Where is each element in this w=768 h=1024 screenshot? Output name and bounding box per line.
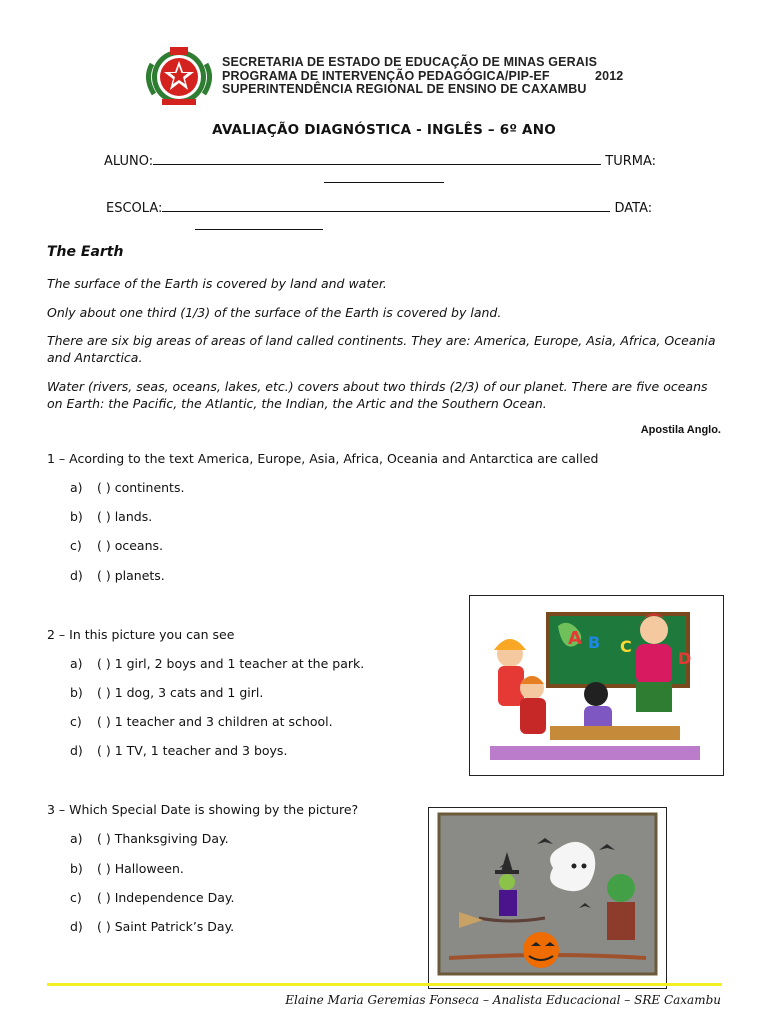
option-text: ( ) planets.	[97, 568, 165, 583]
option-text: ( ) 1 girl, 2 boys and 1 teacher at the park.	[97, 656, 365, 671]
header-year: 2012	[595, 69, 624, 83]
school-letter-d: D	[678, 649, 692, 668]
reading-source: Apostila Anglo.	[640, 424, 721, 436]
option-letter: d)	[70, 919, 83, 934]
school-letter-c: C	[620, 637, 632, 656]
question-3: 3 – Which Special Date is showing by the picture?	[47, 802, 359, 817]
option-text: ( ) Halloween.	[97, 861, 184, 876]
school-letter-a: A	[568, 628, 582, 649]
option-q2-d[interactable]	[70, 743, 287, 758]
aluno-row	[104, 152, 656, 169]
reading-paragraph: Only about one third (1/3) of the surface of the Earth is covered by land.	[47, 305, 502, 320]
reading-paragraph: There are six big areas of areas of land called continents. They are: America, Europe, Asia, Africa, Oceania and Antarctica.	[47, 333, 716, 365]
escola-line[interactable]	[162, 199, 610, 212]
option-text: ( ) Saint Patrick’s Day.	[97, 919, 235, 934]
escola-row	[106, 199, 652, 216]
option-letter: b)	[70, 861, 83, 876]
option-text: ( ) Independence Day.	[97, 890, 235, 905]
option-q1-c[interactable]	[70, 538, 163, 553]
escola-label: ESCOLA:	[106, 201, 163, 216]
header-line-3: SUPERINTENDÊNCIA REGIONAL DE ENSINO DE CAXAMBU	[222, 82, 587, 96]
option-letter: c)	[70, 538, 82, 553]
option-q1-a[interactable]	[70, 480, 184, 495]
option-text: ( ) 1 TV, 1 teacher and 3 boys.	[97, 743, 288, 758]
option-q1-b[interactable]	[70, 509, 152, 524]
halloween-picture	[428, 807, 667, 989]
data-line[interactable]	[195, 217, 323, 230]
option-letter: d)	[70, 743, 83, 758]
state-crest-logo	[140, 44, 218, 108]
aluno-label: ALUNO:	[104, 154, 154, 169]
question-2: 2 – In this picture you can see	[47, 627, 235, 642]
option-letter: b)	[70, 509, 83, 524]
reading-paragraph: The surface of the Earth is covered by land and water.	[47, 276, 387, 291]
header-line-2	[222, 69, 642, 83]
option-letter: a)	[70, 656, 83, 671]
aluno-line[interactable]	[153, 152, 601, 165]
footer-rule	[47, 983, 722, 986]
question-1: 1 – Acording to the text America, Europe, Asia, Africa, Oceania and Antarctica are called	[47, 451, 599, 466]
option-q3-a[interactable]	[70, 831, 229, 846]
option-q1-d[interactable]	[70, 568, 165, 583]
school-picture	[469, 595, 724, 776]
option-q2-a[interactable]	[70, 656, 364, 671]
reading-title: The Earth	[47, 244, 124, 260]
option-text: ( ) continents.	[97, 480, 185, 495]
school-letter-b: B	[588, 633, 601, 652]
header-program: PROGRAMA DE INTERVENÇÃO PEDAGÓGICA/PIP-EF	[222, 69, 550, 83]
option-text: ( ) lands.	[97, 509, 153, 524]
option-letter: c)	[70, 890, 82, 905]
reading-paragraph: Water (rivers, seas, oceans, lakes, etc.) covers about two thirds (2/3) of our planet. There are five oceans on Earth: the Pacific, the Atlantic, the Indian, the Artic and the Southern Ocean.	[47, 379, 708, 411]
option-text: ( ) oceans.	[97, 538, 163, 553]
header-line-1: SECRETARIA DE ESTADO DE EDUCAÇÃO DE MINAS GERAIS	[222, 55, 598, 69]
option-q3-b[interactable]	[70, 861, 184, 876]
option-q3-c[interactable]	[70, 890, 234, 905]
option-letter: a)	[70, 480, 83, 495]
footer-credit: Elaine Maria Geremias Fonseca – Analista Educacional – SRE Caxambu	[285, 993, 721, 1007]
option-letter: a)	[70, 831, 83, 846]
option-q3-d[interactable]	[70, 919, 234, 934]
option-letter: d)	[70, 568, 83, 583]
option-letter: b)	[70, 685, 83, 700]
option-text: ( ) 1 dog, 3 cats and 1 girl.	[97, 685, 264, 700]
option-q2-c[interactable]	[70, 714, 333, 729]
option-letter: c)	[70, 714, 82, 729]
option-text: ( ) 1 teacher and 3 children at school.	[97, 714, 333, 729]
turma-line[interactable]	[324, 170, 444, 183]
turma-label: TURMA:	[605, 154, 657, 169]
page-title: AVALIAÇÃO DIAGNÓSTICA - INGLÊS – 6º ANO	[212, 122, 556, 138]
option-q2-b[interactable]	[70, 685, 263, 700]
option-text: ( ) Thanksgiving Day.	[97, 831, 229, 846]
data-label: DATA:	[614, 201, 653, 216]
